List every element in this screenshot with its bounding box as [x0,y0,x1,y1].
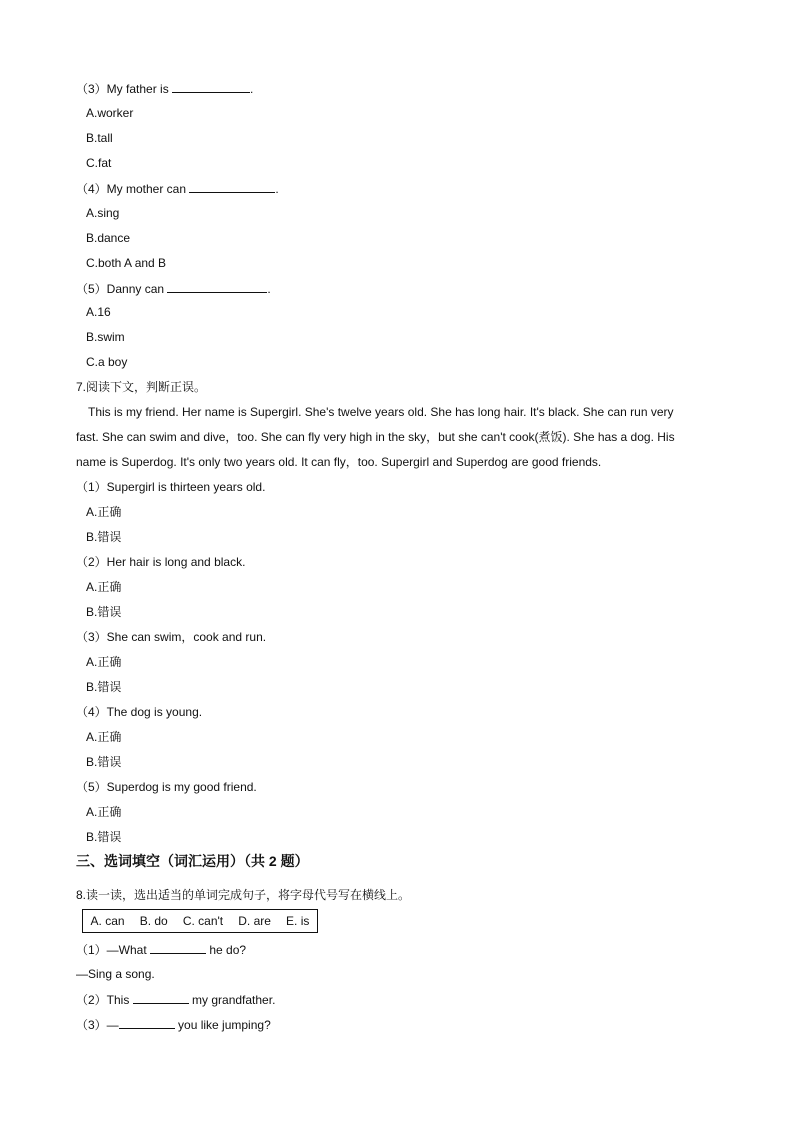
answer-blank [119,1016,175,1029]
option-c: C.both A and B [86,256,167,270]
option-b: B.swim [86,330,125,344]
word-option: A. can [90,914,125,928]
option-c: C.fat [86,156,112,170]
option-b: B.错误 [86,830,122,844]
question-7-3: （3）She can swim，cook and run. [76,630,267,644]
question-6-3: （3）My father is . [76,82,254,96]
answer-blank [172,80,250,93]
option-c: C.a boy [86,355,128,369]
option-b: B.错误 [86,680,122,694]
word-option: D. are [238,914,271,928]
question-8-1-answer: —Sing a song. [76,967,155,981]
question-8-title: 8.读一读，选出适当的单词完成句子，将字母代号写在横线上。 [76,888,411,902]
option-a: A.sing [86,206,120,220]
answer-blank [150,941,206,954]
passage-line-3: name is Superdog. It's only two years old. It can fly，too. Supergirl and Superdog are good friends. [76,455,602,469]
passage-line-1: This is my friend. Her name is Supergirl. She's twelve years old. She has long hair. It's black. She can run very [88,405,674,419]
word-option: E. is [286,914,310,928]
option-b: B.错误 [86,530,122,544]
option-b: B.tall [86,131,113,145]
word-option: B. do [139,914,168,928]
word-bank-box [82,909,318,933]
question-6-4: （4）My mother can . [76,182,279,196]
section-heading: 三、选词填空（词汇运用）（共 2 题） [76,853,309,869]
option-a: A.正确 [86,505,122,519]
option-a: A.正确 [86,580,122,594]
question-7-5: （5）Superdog is my good friend. [76,780,257,794]
question-7-title: 7.阅读下文，判断正误。 [76,380,207,394]
question-7-1: （1）Supergirl is thirteen years old. [76,480,266,494]
question-7-2: （2）Her hair is long and black. [76,555,246,569]
question-8-3: （3）— you like jumping? [76,1018,271,1032]
option-a: A.正确 [86,730,122,744]
option-b: B.错误 [86,755,122,769]
question-7-4: （4）The dog is young. [76,705,203,719]
question-6-5: （5）Danny can . [76,282,271,296]
answer-blank [189,180,275,193]
option-b: B.错误 [86,605,122,619]
answer-blank [133,991,189,1004]
option-a: A.正确 [86,805,122,819]
option-b: B.dance [86,231,131,245]
option-a: A.正确 [86,655,122,669]
option-a: A.16 [86,305,111,319]
passage-line-2: fast. She can swim and dive，too. She can fly very high in the sky，but she can't cook(煮饭). She has a dog. His [76,430,675,444]
word-option: C. can't [182,914,224,928]
question-8-1: （1）—What he do? [76,943,247,957]
answer-blank [167,280,267,293]
option-a: A.worker [86,106,134,120]
question-8-2: （2）This my grandfather. [76,993,276,1007]
